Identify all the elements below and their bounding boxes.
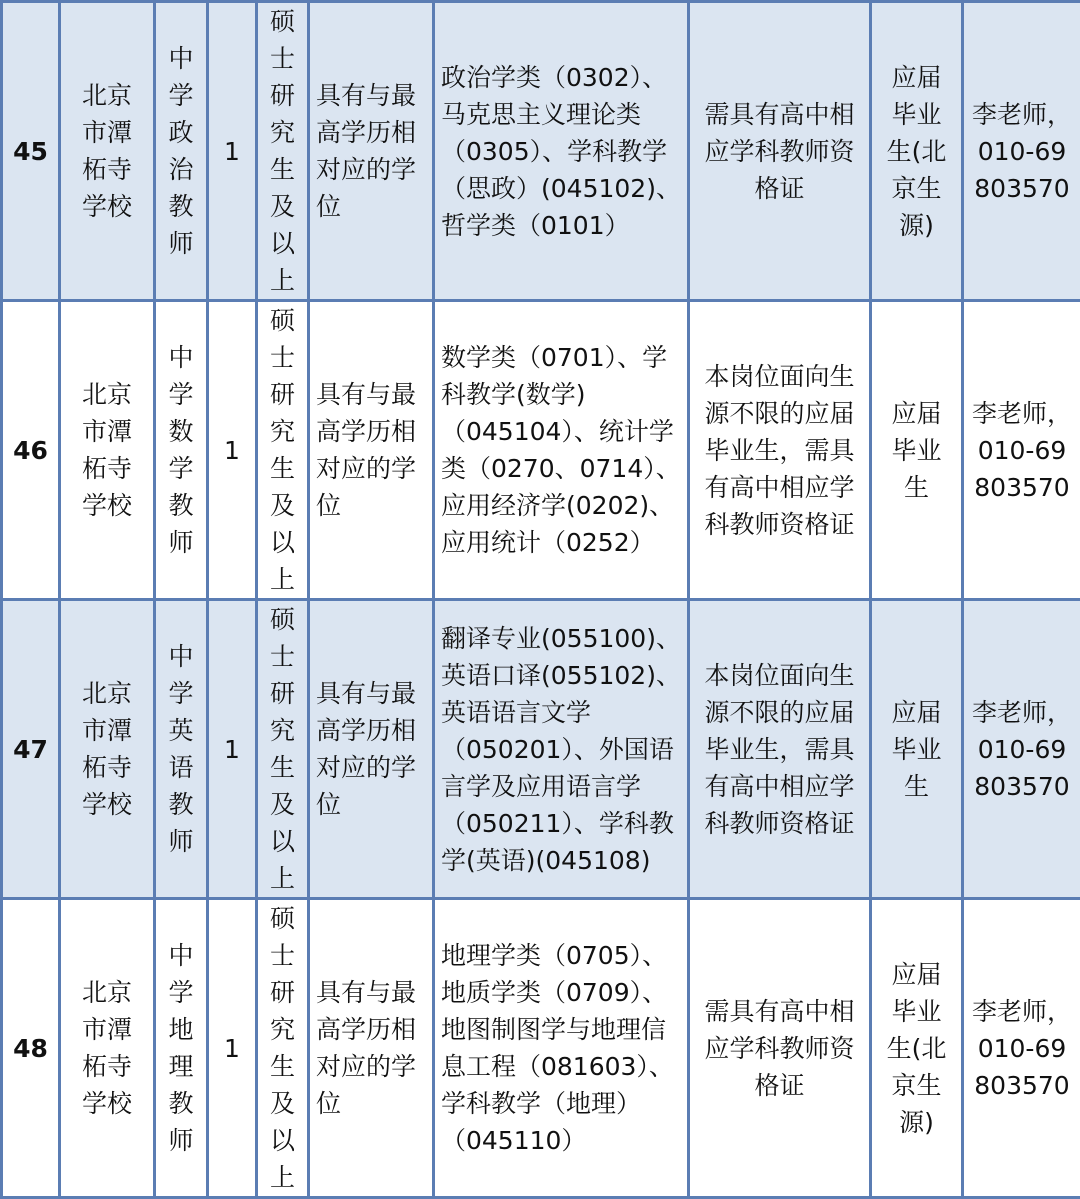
table-row <box>2 600 1080 899</box>
education-level-cell: 硕 士 研 究 生 及 以 上 <box>257 2 309 301</box>
position-name-cell: 中 学 英 语 教 师 <box>155 600 208 899</box>
position-name-cell: 中 学 数 学 教 师 <box>155 301 208 600</box>
contact-info-cell: 李老师， 010-69 803570 <box>963 899 1080 1198</box>
position-name-cell: 中 学 地 理 教 师 <box>155 899 208 1198</box>
other-requirement-cell: 本岗位面向生 源不限的应届 毕业生，需具 有高中相应学 科教师资格证 <box>689 600 871 899</box>
hiring-count-cell: 1 <box>208 600 257 899</box>
other-requirement-cell: 需具有高中相 应学科教师资 格证 <box>689 899 871 1198</box>
row-number-cell: 46 <box>2 301 60 600</box>
other-requirement-cell: 本岗位面向生 源不限的应届 毕业生，需具 有高中相应学 科教师资格证 <box>689 301 871 600</box>
row-number-cell: 47 <box>2 600 60 899</box>
candidate-source-cell: 应届 毕业 生(北 京生 源) <box>871 2 963 301</box>
employer-unit-cell: 北京 市潭 柘寺 学校 <box>60 899 155 1198</box>
degree-requirement-cell: 具有与最 高学历相 对应的学 位 <box>309 301 434 600</box>
row-number-cell: 45 <box>2 2 60 301</box>
education-level-cell: 硕 士 研 究 生 及 以 上 <box>257 301 309 600</box>
contact-info-cell: 李老师， 010-69 803570 <box>963 600 1080 899</box>
row-number-cell: 48 <box>2 899 60 1198</box>
degree-requirement-cell: 具有与最 高学历相 对应的学 位 <box>309 600 434 899</box>
hiring-count-cell: 1 <box>208 2 257 301</box>
employer-unit-cell: 北京 市潭 柘寺 学校 <box>60 2 155 301</box>
table-row <box>2 2 1080 301</box>
hiring-count-cell: 1 <box>208 301 257 600</box>
contact-info-cell: 李老师， 010-69 803570 <box>963 301 1080 600</box>
candidate-source-cell: 应届 毕业 生(北 京生 源) <box>871 899 963 1198</box>
position-name-cell: 中 学 政 治 教 师 <box>155 2 208 301</box>
hiring-count-cell: 1 <box>208 899 257 1198</box>
degree-requirement-cell: 具有与最 高学历相 对应的学 位 <box>309 2 434 301</box>
major-requirement-cell: 翻译专业(055100)、 英语口译(055102)、 英语语言文学 （050201）、外国语 言学及应用语言学 （050211）、学科教 学(英语)(045108) <box>434 600 689 899</box>
contact-info-cell: 李老师， 010-69 803570 <box>963 2 1080 301</box>
employer-unit-cell: 北京 市潭 柘寺 学校 <box>60 301 155 600</box>
other-requirement-cell: 需具有高中相 应学科教师资 格证 <box>689 2 871 301</box>
table-row <box>2 301 1080 600</box>
major-requirement-cell: 政治学类（0302）、 马克思主义理论类 （0305）、学科教学 （思政）(045102)、 哲学类（0101） <box>434 2 689 301</box>
table-row <box>2 899 1080 1198</box>
employer-unit-cell: 北京 市潭 柘寺 学校 <box>60 600 155 899</box>
candidate-source-cell: 应届 毕业 生 <box>871 600 963 899</box>
education-level-cell: 硕 士 研 究 生 及 以 上 <box>257 600 309 899</box>
major-requirement-cell: 地理学类（0705）、 地质学类（0709）、 地图制图学与地理信 息工程（081603）、 学科教学（地理） （045110） <box>434 899 689 1198</box>
education-level-cell: 硕 士 研 究 生 及 以 上 <box>257 899 309 1198</box>
candidate-source-cell: 应届 毕业 生 <box>871 301 963 600</box>
major-requirement-cell: 数学类（0701）、学 科教学(数学) （045104）、统计学 类（0270、0714）、 应用经济学(0202)、 应用统计（0252） <box>434 301 689 600</box>
degree-requirement-cell: 具有与最 高学历相 对应的学 位 <box>309 899 434 1198</box>
